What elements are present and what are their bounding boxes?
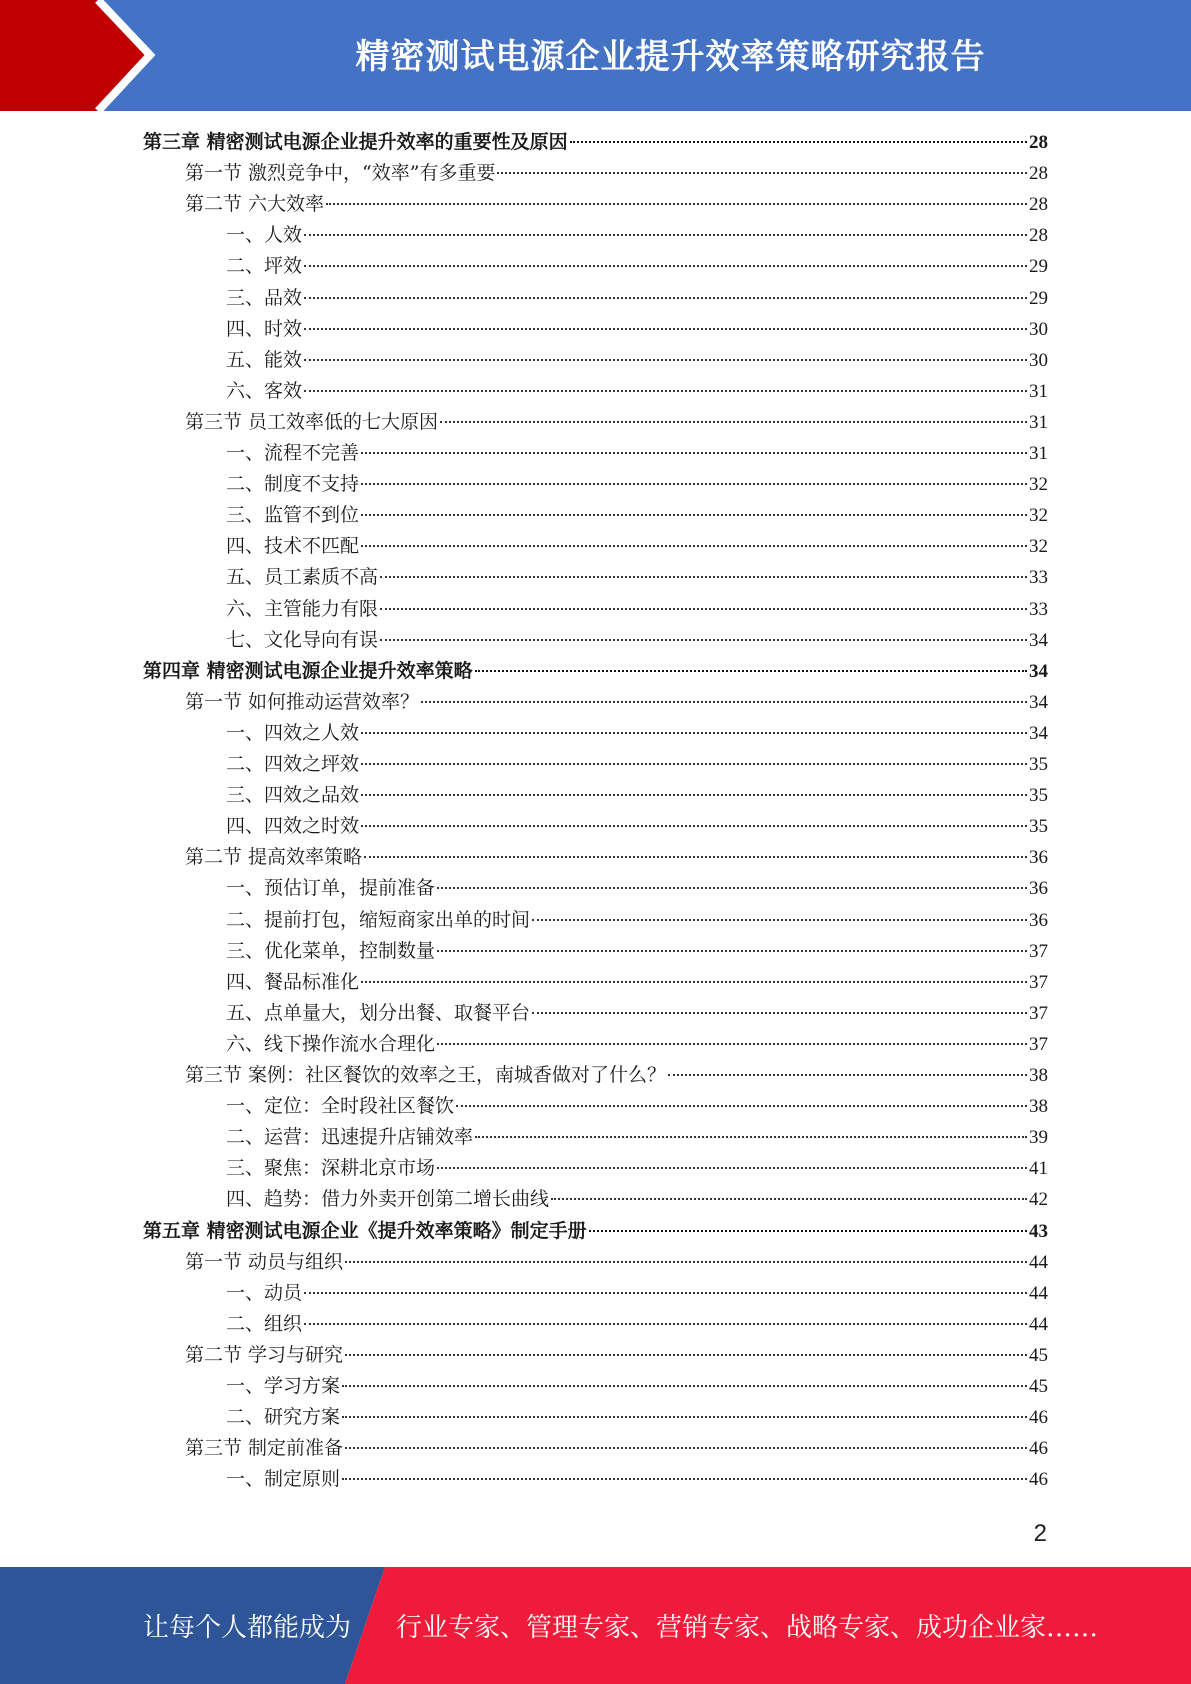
- toc-entry[interactable]: [226, 1309, 1048, 1340]
- toc-entry-title: 第四章 精密测试电源企业提升效率策略: [143, 659, 473, 682]
- toc-entry-title: 第三节 制定前准备: [185, 1437, 344, 1460]
- toc-dot-leader: [364, 855, 1027, 858]
- toc-entry[interactable]: [226, 1371, 1048, 1402]
- toc-dot-leader: [342, 1415, 1027, 1418]
- toc-dot-leader: [361, 824, 1027, 827]
- toc-entry[interactable]: [185, 1433, 1048, 1464]
- toc-entry-page: 31: [1029, 443, 1048, 464]
- toc-entry-title: 第三节 案例：社区餐饮的效率之王，南城香做对了什么？: [185, 1064, 667, 1086]
- toc-entry-title: 四、餐品标准化: [226, 970, 360, 993]
- toc-dot-leader: [361, 513, 1027, 516]
- toc-entry-page: 39: [1029, 1127, 1048, 1149]
- toc-entry-page: 28: [1029, 163, 1048, 185]
- toc-entry[interactable]: [226, 936, 1048, 967]
- toc-entry-title: 三、优化菜单，控制数量: [226, 939, 436, 962]
- toc-entry-title: 第三章 精密测试电源企业提升效率的重要性及原因: [143, 131, 568, 153]
- toc-entry[interactable]: [226, 500, 1048, 531]
- toc-entry-page: 46: [1029, 1469, 1048, 1491]
- toc-dot-leader: [361, 544, 1027, 547]
- toc-entry[interactable]: [226, 1278, 1048, 1309]
- toc-entry-title: 一、四效之人效: [226, 721, 360, 744]
- toc-entry-page: 31: [1029, 411, 1048, 433]
- toc-entry-title: 四、四效之时效: [226, 815, 360, 838]
- toc-entry-title: 第一节 动员与组织: [185, 1250, 344, 1273]
- toc-entry-title: 第二节 六大效率: [185, 193, 325, 216]
- footer-slogan-right: 行业专家、管理专家、营销专家、战略专家、成功企业家……: [396, 1613, 1099, 1643]
- toc-entry[interactable]: [226, 1184, 1048, 1215]
- toc-dot-leader: [668, 1073, 1027, 1076]
- toc-entry-page: 28: [1029, 132, 1048, 153]
- toc-entry[interactable]: [226, 220, 1048, 251]
- toc-entry[interactable]: [185, 1340, 1048, 1371]
- toc-dot-leader: [570, 140, 1027, 143]
- toc-entry[interactable]: [185, 687, 1048, 718]
- toc-entry-page: 37: [1029, 971, 1048, 993]
- toc-entry-title: 一、制定原则: [226, 1468, 341, 1491]
- toc-entry-page: 45: [1029, 1376, 1048, 1397]
- toc-entry-title: 四、趋势：借力外卖开创第二增长曲线: [226, 1188, 550, 1211]
- toc-entry-title: 六、客效: [226, 379, 303, 402]
- toc-entry-page: 32: [1029, 536, 1048, 558]
- toc-dot-leader: [342, 1384, 1027, 1387]
- page-number: 2: [1033, 1520, 1047, 1547]
- toc-entry-title: 三、监管不到位: [226, 504, 360, 527]
- toc-entry-title: 二、坪效: [226, 255, 303, 278]
- toc-entry-title: 第二节 提高效率策略: [185, 846, 363, 869]
- toc-entry[interactable]: [226, 251, 1048, 282]
- toc-entry[interactable]: [226, 873, 1048, 904]
- toc-entry[interactable]: [226, 749, 1048, 780]
- toc-entry-title: 二、制度不支持: [226, 473, 360, 496]
- toc-dot-leader: [437, 949, 1027, 952]
- toc-entry-title: 五、点单量大，划分出餐、取餐平台: [226, 1001, 531, 1024]
- toc-entry-title: 第二节 学习与研究: [185, 1343, 344, 1366]
- toc-entry-page: 41: [1029, 1158, 1048, 1180]
- toc-entry[interactable]: [226, 905, 1048, 936]
- toc-dot-leader: [497, 171, 1027, 174]
- toc-dot-leader: [345, 1446, 1027, 1449]
- toc-entry[interactable]: [226, 1464, 1048, 1495]
- toc-dot-leader: [326, 202, 1027, 205]
- toc-entry[interactable]: [226, 594, 1048, 625]
- toc-entry-page: 44: [1029, 1313, 1048, 1335]
- toc-entry-page: 36: [1029, 909, 1048, 931]
- toc-entry-page: 29: [1029, 256, 1048, 278]
- toc-entry-title: 第三节 员工效率低的七大原因: [185, 410, 439, 433]
- toc-entry-page: 35: [1029, 816, 1048, 838]
- toc-entry[interactable]: [226, 1122, 1048, 1153]
- toc-entry[interactable]: [185, 407, 1048, 438]
- toc-dot-leader: [361, 731, 1027, 734]
- toc-entry-page: 36: [1029, 847, 1048, 869]
- toc-entry-page: 46: [1029, 1438, 1048, 1460]
- toc-dot-leader: [589, 1229, 1027, 1232]
- toc-entry-page: 30: [1029, 349, 1048, 371]
- toc-entry-page: 36: [1029, 878, 1048, 900]
- toc-entry[interactable]: [185, 842, 1048, 873]
- toc-entry-title: 六、主管能力有限: [226, 597, 379, 620]
- toc-entry-title: 二、四效之坪效: [226, 753, 360, 775]
- toc-dot-leader: [361, 980, 1027, 983]
- toc-entry-page: 37: [1029, 1033, 1048, 1055]
- toc-entry-title: 一、定位：全时段社区餐饮: [226, 1095, 455, 1118]
- toc-dot-leader: [475, 1135, 1027, 1138]
- toc-entry-title: 二、研究方案: [226, 1406, 341, 1429]
- toc-entry-page: 34: [1029, 660, 1048, 682]
- toc-entry-title: 一、动员: [226, 1281, 303, 1304]
- toc-dot-leader: [345, 1260, 1027, 1263]
- toc-entry-title: 五、能效: [226, 348, 303, 371]
- toc-entry-page: 28: [1029, 225, 1048, 247]
- toc-entry-title: 二、运营：迅速提升店铺效率: [226, 1126, 474, 1149]
- toc-dot-leader: [304, 389, 1027, 392]
- toc-entry-title: 七、文化导向有误: [226, 628, 379, 651]
- toc-entry-page: 34: [1029, 691, 1048, 713]
- toc-entry-page: 32: [1029, 474, 1048, 496]
- toc-dot-leader: [361, 482, 1027, 485]
- toc-entry[interactable]: [226, 562, 1048, 593]
- toc-entry[interactable]: [226, 1029, 1048, 1060]
- toc-dot-leader: [304, 327, 1027, 330]
- toc-entry[interactable]: [185, 1060, 1048, 1091]
- toc-entry[interactable]: [185, 158, 1048, 189]
- toc-entry-title: 一、学习方案: [226, 1375, 341, 1397]
- toc-entry-title: 第一节 激烈竞争中，“效率”有多重要: [185, 162, 496, 185]
- footer-slogan-left: 让每个人都能成为: [143, 1613, 352, 1643]
- toc-entry-page: 33: [1029, 567, 1048, 589]
- toc-entry-title: 二、组织: [226, 1312, 303, 1335]
- toc-entry-page: 34: [1029, 629, 1048, 651]
- toc-entry[interactable]: [226, 1091, 1048, 1122]
- toc-entry[interactable]: [226, 314, 1048, 345]
- toc-dot-leader: [361, 762, 1027, 765]
- toc-entry-page: 32: [1029, 505, 1048, 527]
- toc-entry[interactable]: [226, 811, 1048, 842]
- toc-dot-leader: [304, 1322, 1027, 1325]
- toc-dot-leader: [361, 793, 1027, 796]
- toc-entry[interactable]: [185, 1247, 1048, 1278]
- toc-dot-leader: [342, 1477, 1027, 1480]
- toc-dot-leader: [380, 638, 1027, 641]
- toc-entry[interactable]: [226, 531, 1048, 562]
- toc-entry-page: 46: [1029, 1407, 1048, 1429]
- toc-entry-page: 29: [1029, 287, 1048, 309]
- toc-entry-title: 四、时效: [226, 317, 303, 340]
- toc-entry-page: 44: [1029, 1251, 1048, 1273]
- toc-entry-page: 28: [1029, 194, 1048, 216]
- toc-entry-page: 35: [1029, 754, 1048, 775]
- toc-dot-leader: [440, 420, 1027, 423]
- toc-entry[interactable]: [143, 656, 1048, 687]
- toc-dot-leader: [380, 575, 1027, 578]
- toc-entry[interactable]: [226, 780, 1048, 811]
- toc-entry-page: 42: [1029, 1189, 1048, 1211]
- toc-entry-title: 三、四效之品效: [226, 784, 360, 807]
- toc-entry-page: 34: [1029, 722, 1048, 744]
- toc-dot-leader: [475, 669, 1027, 672]
- toc-entry-title: 二、提前打包，缩短商家出单的时间: [226, 908, 531, 931]
- toc-entry[interactable]: [226, 376, 1048, 407]
- toc-entry-title: 第一节 如何推动运营效率？: [185, 690, 420, 713]
- toc-dot-leader: [380, 607, 1027, 610]
- toc-entry[interactable]: [143, 127, 1048, 158]
- toc-entry-title: 三、聚焦：深耕北京市场: [226, 1157, 436, 1180]
- toc-entry-page: 38: [1029, 1096, 1048, 1118]
- toc-entry-page: 44: [1029, 1282, 1048, 1304]
- toc-entry-title: 一、预估订单，提前准备: [226, 877, 436, 900]
- toc-dot-leader: [437, 1042, 1027, 1045]
- toc-dot-leader: [437, 1166, 1027, 1169]
- toc-entry-page: 37: [1029, 1002, 1048, 1024]
- toc-dot-leader: [304, 358, 1027, 361]
- toc-entry[interactable]: [226, 283, 1048, 314]
- report-title: 精密测试电源企业提升效率策略研究报告: [355, 36, 986, 77]
- toc-entry-page: 33: [1029, 598, 1048, 620]
- toc-dot-leader: [532, 918, 1027, 921]
- toc-entry[interactable]: [226, 998, 1048, 1029]
- toc-entry[interactable]: [226, 1402, 1048, 1433]
- toc-dot-leader: [304, 1291, 1027, 1294]
- toc-dot-leader: [304, 264, 1027, 267]
- toc-entry-title: 第五章 精密测试电源企业《提升效率策略》制定手册: [143, 1219, 587, 1242]
- toc-entry[interactable]: [226, 718, 1048, 749]
- toc-entry-title: 一、流程不完善: [226, 442, 360, 464]
- toc-entry-title: 四、技术不匹配: [226, 535, 360, 558]
- toc-entry-title: 五、员工素质不高: [226, 566, 379, 589]
- toc-dot-leader: [304, 233, 1027, 236]
- toc-entry[interactable]: [226, 625, 1048, 656]
- toc-dot-leader: [551, 1197, 1027, 1200]
- toc-entry[interactable]: [143, 1216, 1048, 1247]
- toc-dot-leader: [304, 296, 1027, 299]
- toc-entry-title: 三、品效: [226, 286, 303, 309]
- toc-dot-leader: [532, 1011, 1027, 1014]
- toc-entry-page: 45: [1029, 1344, 1048, 1366]
- toc-entry[interactable]: [226, 345, 1048, 376]
- toc-entry-page: 43: [1029, 1220, 1048, 1242]
- toc-dot-leader: [437, 886, 1027, 889]
- toc-dot-leader: [456, 1104, 1027, 1107]
- toc-entry-page: 35: [1029, 785, 1048, 807]
- toc-entry-title: 一、人效: [226, 224, 303, 247]
- toc-dot-leader: [421, 700, 1027, 703]
- page-footer: [0, 1567, 1191, 1684]
- toc-entry[interactable]: [226, 1153, 1048, 1184]
- toc-entry-page: 38: [1029, 1065, 1048, 1086]
- toc-entry[interactable]: [226, 438, 1048, 469]
- toc-entry[interactable]: [185, 189, 1048, 220]
- toc-dot-leader: [361, 451, 1027, 454]
- toc-entry[interactable]: [226, 967, 1048, 998]
- toc-entry[interactable]: [226, 469, 1048, 500]
- toc-entry-page: 37: [1029, 940, 1048, 962]
- toc-dot-leader: [345, 1353, 1027, 1356]
- toc-entry-title: 六、线下操作流水合理化: [226, 1032, 436, 1055]
- page-header: [0, 0, 1191, 111]
- toc-entry-page: 30: [1029, 318, 1048, 340]
- toc-entry-page: 31: [1029, 380, 1048, 402]
